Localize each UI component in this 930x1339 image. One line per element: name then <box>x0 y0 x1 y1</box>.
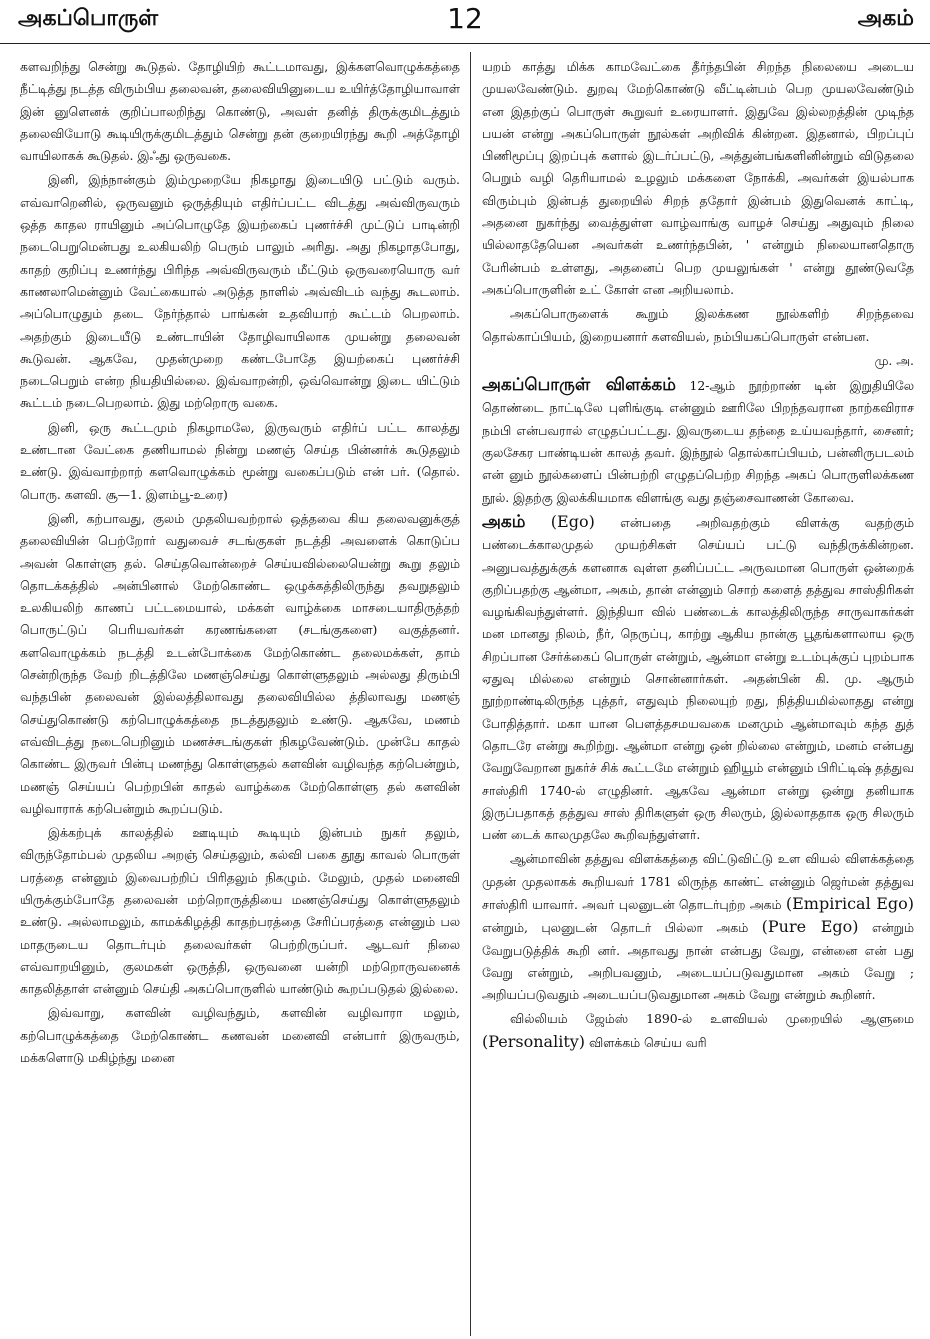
text-run: என்றும் வேறுபடுத்திக் கூறி னர். அதாவது நான் என்பது வேறு, என்னை என் பது வேறு என்றும், அறிபவனும், அடையப்படுவதுமான அகம் வேறு ; அறியப்படுவதும் அடையப்படுவதுமான அகம் வேறு என்றும் கூறினர். <box>482 920 914 1003</box>
english-term: (Empirical Ego) <box>785 893 914 913</box>
right-column <box>482 56 914 1334</box>
running-header <box>0 0 930 44</box>
paragraph: அகப்பொருளைக் கூறும் இலக்கண நூல்களிற் சிறந்தவை தொல்காப்பியம், இறையனார் களவியல், நம்பியகப்பொருள் என்பன. <box>482 306 914 344</box>
text-run: என்றும், புலனுடன் தொடர் பில்லா அகம் <box>482 920 762 936</box>
paragraph: இனி, கற்பாவது, குலம் முதலியவற்றால் ஒத்தவை கிய தலைவனுக்குத் தலைவியின் பெற்றோர் வதுவைச் சடங்குகள் நடத்தி அவளைக் கொடுப்ப அவன் கொள்ளு தல். செய்தவொன்றைச் செய்யவில்லையென்று கூறு தலும் தொடக்கத்தில் அன்பினால் மேற்கொண்ட ஒழுக்கத்திலிருந்து தவறுதலும் உலகியலிற் காணப் பட்டமையால், மக்கள் வாழ்க்கை மாசடையாதிருத்தற் பொருட்டுப் பெரியவர்கள் கரணங்களை (சடங்குகளை) வகுத்தனர். களவொழுக்கம் நடத்தி உடன்போக்கை மேற்கொண்ட தலைமக்கள், தாம் சென்றிருந்த வேற் றிடத்திலே மணஞ்செய்து கொள்ளுதலும் அல்லது திரும்பி வந்தபின் தலைவன் இல்லத்திலாவது தலைவியில்ல த்திலாவது மணஞ் செய்துகொண்டு கற்பொழுக்கத்தை நடத்துதலும் உண்டு. ஆகவே, மணம் எவ்விடத்து நடைபெறினும் மணச்சடங்குகள் நிகழவேண்டும். முன்பே காதல் கொண்ட இருவர் பின்பு மணந்து கொள்ளுதல் களவின் வழிவந்த கற்பென்றும், மணஞ் செய்யப் பெற்றபின் காதல் வாழ்க்கை மேற்கொள்ளு தல் களவின் வழிவாராக் கற்பென்றும் கூறப்படும். <box>20 510 460 816</box>
paragraph: இவ்வாறு, களவின் வழிவந்தும், களவின் வழிவாரா மலும், கற்பொழுக்கத்தை மேற்கொண்ட கணவன் மனைவி என்பார் இருவரும், மக்களொடு மகிழ்ந்து மனை <box>20 1005 460 1066</box>
text-run: வில்லியம் ஜேம்ஸ் 1890-ல் உளவியல் முறையில் ஆளுமை <box>510 1011 914 1027</box>
entry-heading: அகப்பொருள் விளக்கம் <box>482 375 676 396</box>
english-term: (Ego) <box>550 511 595 531</box>
column-divider <box>470 52 471 1336</box>
entry-agapporul-vilakkam <box>482 374 914 509</box>
paragraph: இனி, ஒரு கூட்டமும் நிகழாமலே, இருவரும் எதிர்ப் பட்ட காலத்து உண்டான வேட்கை தணியாமல் நின்று மணஞ் செய்த பின்னர்க் கூடுதலும் உண்டு. இவ்வாற்றாற் களவொழுக்கம் மூன்று வகைப்படும் என் பர். (தொல். பொரு. களவி. சூ—1. இளம்பூ-உரை) <box>20 419 460 502</box>
paragraph: இனி, இந்நான்கும் இம்முறையே நிகழாது இடையிடு பட்டும் வரும். எவ்வாறெனில், ஒருவனும் ஒருத்தியும் எதிர்ப்பட்ட விடத்து அவ்விருவரும் ஒத்த காதல ராயினும் அப்பொழுதே இயற்கைப் புணர்ச்சி முட்டுப் பாடின்றி நடைபெறுமென்பது உலகியலிற் பெரும் பாலும் அரிது. அது நிகழாதபோது, காதற் குறிப்பு உணர்ந்து பிரிந்த அவ்விருவரும் மீட்டும் ஒருவரையொரு வர் காணலாமென்னும் வேட்கையால் அடுத்த நாளில் அவ்விடம் வந்து கூடலாம். அப்பொழுதும் தடை நேர்ந்தால் பாங்கன் உதவியாற் கூட்டம் பெறலாம். அதற்கும் இடையீடு உண்டாயின் தோழிவாயிலாக முயன்று தலைவன் கூடுவன். ஆகவே, முதன்முறை கண்டபோதே இயற்கைப் புணர்ச்சி நடைபெறும் என்ற நியதியில்லை. இவ்வாறன்றி, ஒவ்வொன்று இடை யிட்டும் கூட்டம் நடைபெறலாம். இது மற்றொரு வகை. <box>20 172 460 411</box>
paragraph: யறம் காத்து மிக்க காமவேட்கை தீர்ந்தபின் சிறந்த நிலையை அடைய முயலவேண்டும். துறவு மேற்கொண்டு வீட்டின்பம் பெற முயலவேண்டும் என இதற்குப் பொருள் கூறுவர் உரையாளர். இதுவே இல்லறத்தின் முடிந்த பயன் என்று அகப்பொருள் நூல்கள் அறிவிக் கின்றன. இதனால், பிறப்புப் பிணிமூப்பு இறப்புக் களால் இடர்ப்பட்டு, அத்துன்பங்களினின்றும் விடுதலை பெறும் வழி தெரியாமல் உழலும் மக்களை நோக்கி, அவர்கள் இயல்பாக விரும்பும் இன்பத் துறையில் சிறந் ததோர் இன்பம் இதுவெனக் காட்டி, அதனை நுகர்ந்து வைத்துள்ள வாழ்வாங்கு வாழச் செய்து அதுவும் நிலை யில்லாததேயென அவர்கள் உணர்ந்தபின், ' என்றும் நிலையானதொரு பேரின்பம் உள்ளது, அதனைப் பெற முயலுங்கள் ' என்று தூண்டுவதே அகப்பொருளின் உட் கோள் என அறியலாம். <box>482 59 914 297</box>
entry-text: என்பதை அறிவதற்கும் விளக்கு வதற்கும் பண்டைக்காலமுதல் முயற்சிகள் செய்யப் பட்டு வந்திருக்கின்றன. அனுபவத்துக்குக் களனாக வுள்ள தனிப்பட்ட அருவமான பொருள் ஒன்றைக் குறிப்பதற்கு ஆன்மா, அகம், தான் என்னும் சொற் களைத் தத்துவ சாஸ்திரிகள் வழங்கிவந்துள்ளர். இந்தியா வில் பண்டைக் காலத்திலிருந்த சாருவாகர்கள் மன மானது நிலம், நீர், நெருப்பு, காற்று ஆகிய நான்கு பூதங்களாலாய ஒரு சிறப்பான சேர்க்கைப் பொருள் என்றும், ஆன்மா என்று உடம்புக்குப் புறம்பாக ஏதுவு மில்லை என்றும் சொன்னார்கள். அதன்பின் கி. மு. ஆரும் நூற்றாண்டிலிருந்த புத்தர், எதுவும் நிலையுற் றது, நித்தியமில்லாதது என்று போதித்தார். மகா யான பௌத்தசமயவகை மனமும் ஆன்மாவும் கந்த துத் தொடரே என்று கூறிற்று. ஆன்மா என்று ஒன் றில்லை என்றும், மனம் என்பது வேறுவேறான நுகர்ச் சிக் கூட்டமே என்றும் ஹியூம் என்னும் பிரிட்டிஷ் தத்துவ சாஸ்திரி 1740-ல் எழுதினர். ஆகவே ஆன்மா என்று ஒன்று தனியாக இருப்பதாகத் தத்துவ சாஸ் திரிகளுள் ஒரு சிலரும், இல்லாததாக ஒரு சிலரும் பண் டைக் காலமுதலே கூறிவந்துள்ளர். <box>482 514 914 843</box>
english-term: (Pure Ego) <box>761 917 859 937</box>
header-left-title: அகப்பொருள் <box>18 6 159 31</box>
header-right-title: அகம் <box>857 6 914 31</box>
paragraph <box>482 1008 914 1054</box>
paragraph: களவறிந்து சென்று கூடுதல். தோழியிற் கூட்டமாவது, இக்களவொழுக்கத்தை நீட்டித்து நடத்த விரும்பிய தலைவன், தலைவியினுடைய உயிர்த்தோழியாவாள் இன் னுளெனக் குறிப்பாலறிந்து கொண்டு, அவள் தனித் திருக்குமிடத்தும் தலைவியோடு கூடியிருக்குமிடத்தும் சென்று தன் குறையிரந்து கூறி அத்தோழி வாயிலாகக் கூடுதல். இஃது ஒருவகை. <box>20 59 460 164</box>
entry-heading: அகம் <box>482 511 526 532</box>
english-term: (Personality) <box>482 1031 586 1051</box>
entry-text: 12-ஆம் நூற்றாண் டின் இறுதியிலே தொண்டை நாட்டிலே புளிங்குடி என்னும் ஊரிலே பிறந்தவரான நாற்கவிராச நம்பி என்பவரால் எழுதப்பட்டது. இவருடைய தந்தை உய்யவந்தார், சைனர்; குலசேகர பாண்டியன் காலத் தவர். இந்நூல் தொல்காப்பியம், பன்னிருபடலம் என் னும் நூல்களைப் பின்பற்றி எழுதப்பெற்ற சிறந்த அகப் பொருளிலக்கண நூல். இதற்கு இலக்கியமாக விளங்கு வது தஞ்சைவாணன் கோவை. <box>482 378 914 505</box>
author-initials: மு. அ. <box>874 352 914 368</box>
left-column <box>20 56 460 1334</box>
text-run: விளக்கம் செய்ய வரி <box>585 1034 707 1050</box>
paragraph <box>482 848 914 1006</box>
paragraph: இக்கற்புக் காலத்தில் ஊடியும் கூடியும் இன்பம் நுகர் தலும், விருந்தோம்பல் முதலிய அறஞ் செய்தலும், கல்வி பகை தூது காவல் பொருள் பரத்தை என்னும் இவைபற்றிப் பிரிதலும் நிகழும். மேலும், முதல் மனைவி யிருக்கும்போதே தலைவன் மற்றொருத்தியை மணஞ்செய்து கொள்ளுதலும் உண்டு. அல்லாமலும், காமக்கிழத்தி காதற்பரத்தை சேரிப்பரத்தை என்னும் பல மாதருடைய தொடர்பும் தலைவர்கள் பெற்றிருப்பர். ஆடவர் நிலை எவ்வாறயினும், குலமகள் ஒருத்தி, ஒருவனை யன்றி மற்றொருவனைக் காதலித்தாள் என்னும் செய்தி அகப்பொருளில் யாண்டும் கூறப்படுதல் இல்லை. <box>20 825 460 997</box>
entry-agam <box>482 511 914 846</box>
page-number: 12 <box>447 2 483 35</box>
text-run: ஆன்மாவின் தத்துவ விளக்கத்தை விட்டுவிட்டு உள வியல் விளக்கத்தை முதன் முதலாகக் கூறியவர் 1781 லிருந்த காண்ட் என்னும் ஜெர்மன் தத்துவ சாஸ்திரி யாவார். அவர் புலனுடன் தொடர்புற்ற அகம் <box>482 851 914 912</box>
